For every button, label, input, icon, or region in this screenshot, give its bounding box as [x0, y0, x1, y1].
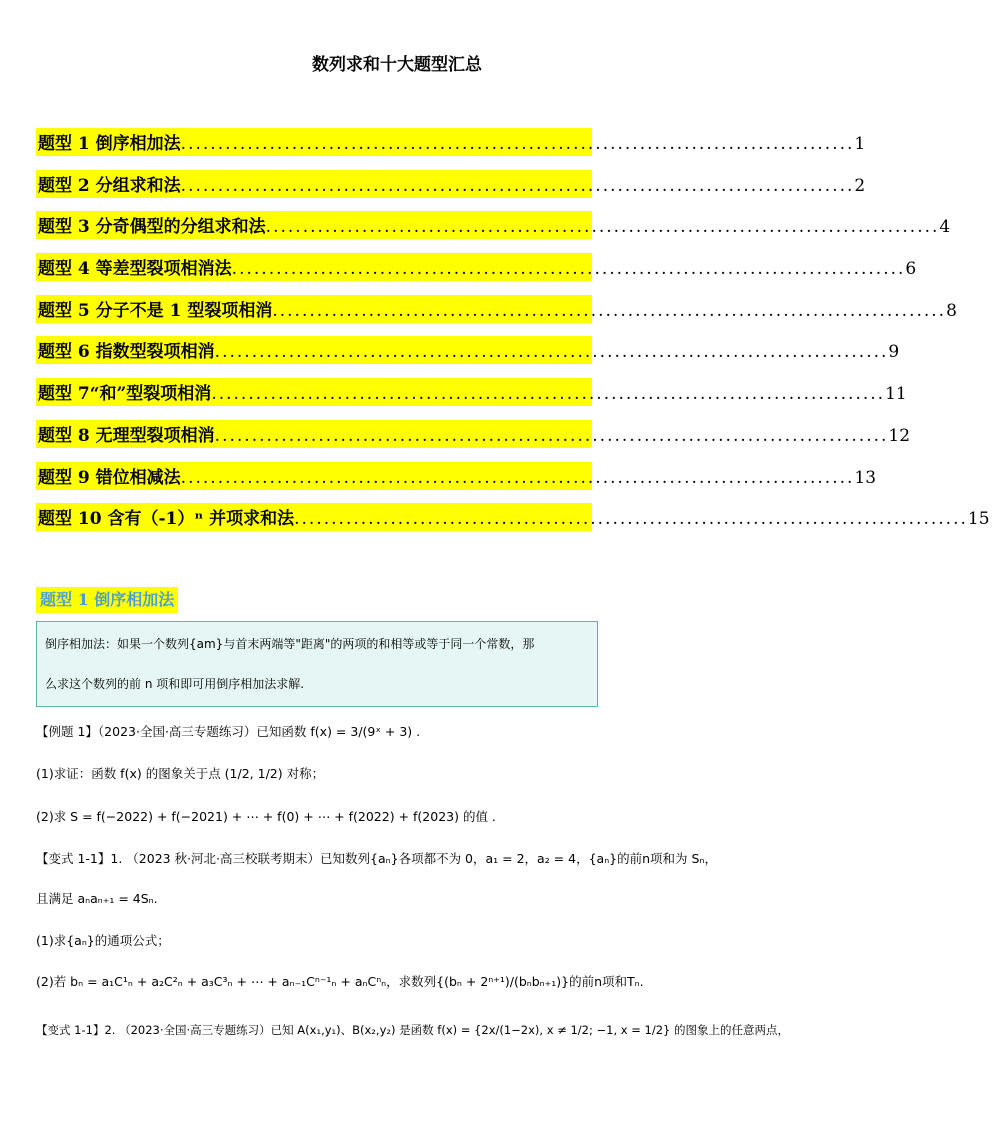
page-title: 数列求和十大题型汇总	[312, 55, 482, 75]
toc-item-label: 题型 4 等差型裂项相消法	[38, 259, 232, 280]
toc-item-page: 9	[888, 342, 900, 363]
toc-item-page: 2	[854, 175, 866, 196]
toc-leader: ...........................................................................................	[294, 509, 968, 530]
toc-item-label: 题型 6 指数型裂项相消	[38, 342, 215, 363]
definition-box	[36, 621, 598, 707]
toc-leader: ...........................................................................................	[180, 134, 855, 154]
example-1-statement: 【例题 1】（2023·全国·高三专题练习）已知函数 f(x) = 3/(9ˣ + 3) .	[36, 724, 421, 739]
variant-1-1-statement: 【变式 1-1】1. （2023 秋·河北·高三校联考期末）已知数列{aₙ}各项都不为 0，a₁ = 2，a₂ = 4，{aₙ}的前n项和为 Sₙ，	[36, 851, 717, 866]
toc-item[interactable]	[36, 170, 866, 198]
toc-item-page: 13	[854, 467, 877, 488]
variant-1-1-condition: 且满足 aₙaₙ₊₁ = 4Sₙ.	[36, 891, 158, 906]
toc-leader: ...........................................................................................	[214, 342, 889, 363]
toc-leader: ...........................................................................................	[211, 384, 886, 405]
toc-item-label: 题型 10 含有（-1）ⁿ 并项求和法	[38, 509, 295, 530]
toc-leader: ...........................................................................................	[180, 467, 855, 488]
toc-leader: ...........................................................................................	[231, 259, 906, 280]
toc-leader: ...........................................................................................	[180, 175, 855, 196]
toc-item-label: 题型 3 分奇偶型的分组求和法	[38, 217, 266, 238]
section-heading: 题型 1 倒序相加法	[36, 587, 178, 613]
example-1-part-2: (2)求 S = f(−2022) + f(−2021) + ⋯ + f(0) + ⋯ + f(2022) + f(2023) 的值 .	[36, 809, 496, 824]
toc-item-label: 题型 7“和”型裂项相消	[38, 384, 212, 405]
toc-leader: ...........................................................................................	[272, 300, 947, 321]
toc-item-label: 题型 5 分子不是 1 型裂项相消	[38, 300, 273, 321]
toc-item[interactable]	[36, 253, 917, 281]
toc-item[interactable]	[36, 211, 951, 239]
toc-item-page: 1	[854, 134, 866, 154]
toc-item-page: 15	[967, 509, 990, 530]
toc-item-label: 题型 1 倒序相加法	[38, 134, 181, 154]
toc-item[interactable]	[36, 128, 866, 156]
toc-item-page: 12	[888, 425, 911, 446]
toc-leader: ...........................................................................................	[265, 217, 940, 238]
example-1-part-1: (1)求证：函数 f(x) 的图象关于点 (1/2, 1/2) 对称；	[36, 766, 325, 781]
toc-item-label: 题型 9 错位相减法	[38, 467, 181, 488]
toc-item-label: 题型 8 无理型裂项相消	[38, 425, 215, 446]
toc-item-page: 8	[946, 300, 957, 321]
definition-text: 么求这个数列的前 n 项和即可用倒序相加法求解.	[45, 677, 305, 691]
toc-item[interactable]	[36, 420, 911, 448]
toc-item[interactable]	[36, 336, 900, 364]
definition-text: 倒序相加法：如果一个数列{am}与首末两端等"距离"的两项的和相等或等于同一个常数，那	[45, 637, 535, 651]
table-of-contents	[36, 128, 990, 545]
toc-item[interactable]	[36, 462, 877, 490]
toc-item[interactable]	[36, 378, 907, 406]
variant-1-1-part-1: (1)求{aₙ}的通项公式；	[36, 933, 170, 948]
toc-item-page: 4	[939, 217, 951, 238]
toc-item[interactable]	[36, 503, 990, 531]
toc-item[interactable]	[36, 295, 957, 323]
toc-leader: ...........................................................................................	[214, 425, 889, 446]
toc-item-page: 6	[905, 259, 917, 280]
toc-item-page: 11	[885, 384, 907, 405]
variant-1-1-part-2: (2)若 bₙ = a₁C¹ₙ + a₂C²ₙ + a₃C³ₙ + ⋯ + aₙ₋₁Cⁿ⁻¹ₙ + aₙCⁿₙ，求数列{(bₙ + 2ⁿ⁺¹)/(bₙbₙ₊₁)}的前n项和Tₙ.	[36, 974, 644, 989]
variant-1-2-statement: 【变式 1-1】2. （2023·全国·高三专题练习）已知 A(x₁,y₁)、B(x₂,y₂) 是函数 f(x) = {2x/(1−2x), x ≠ 1/2; −1, x = 1/2} 的图象上的任意两点，	[36, 1023, 790, 1037]
toc-item-label: 题型 2 分组求和法	[38, 175, 181, 196]
